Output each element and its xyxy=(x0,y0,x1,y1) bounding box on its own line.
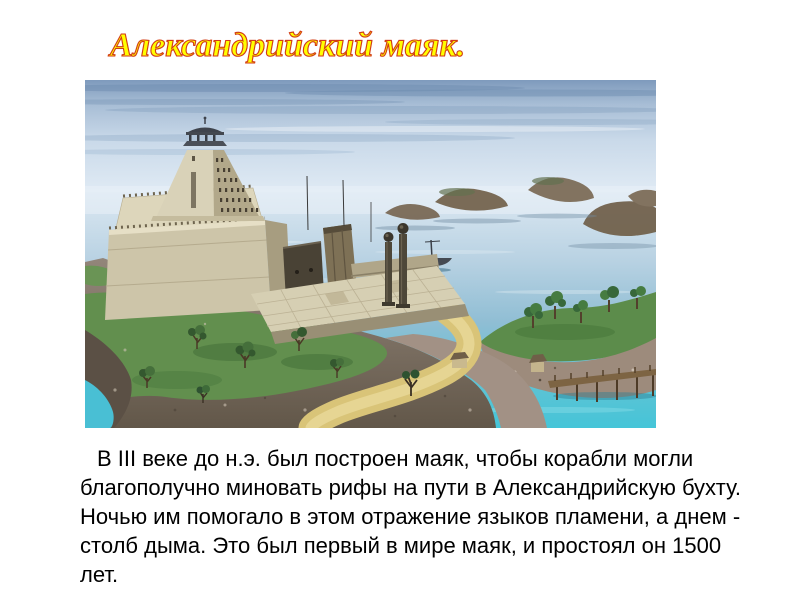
lighthouse-image xyxy=(85,80,656,428)
lighthouse-illustration xyxy=(85,80,656,428)
body-text: В III веке до н.э. был построен маяк, чтобы корабли могли благополучно миновать рифы на пути в Александрийскую бухту. Ночью им помогало в этом отражение языков пламени, а днем - столб дыма. Это был первый в мире маяк, и простоял он 1500 лет. xyxy=(80,446,742,587)
slide-title: Александрийский маяк. xyxy=(110,27,466,64)
